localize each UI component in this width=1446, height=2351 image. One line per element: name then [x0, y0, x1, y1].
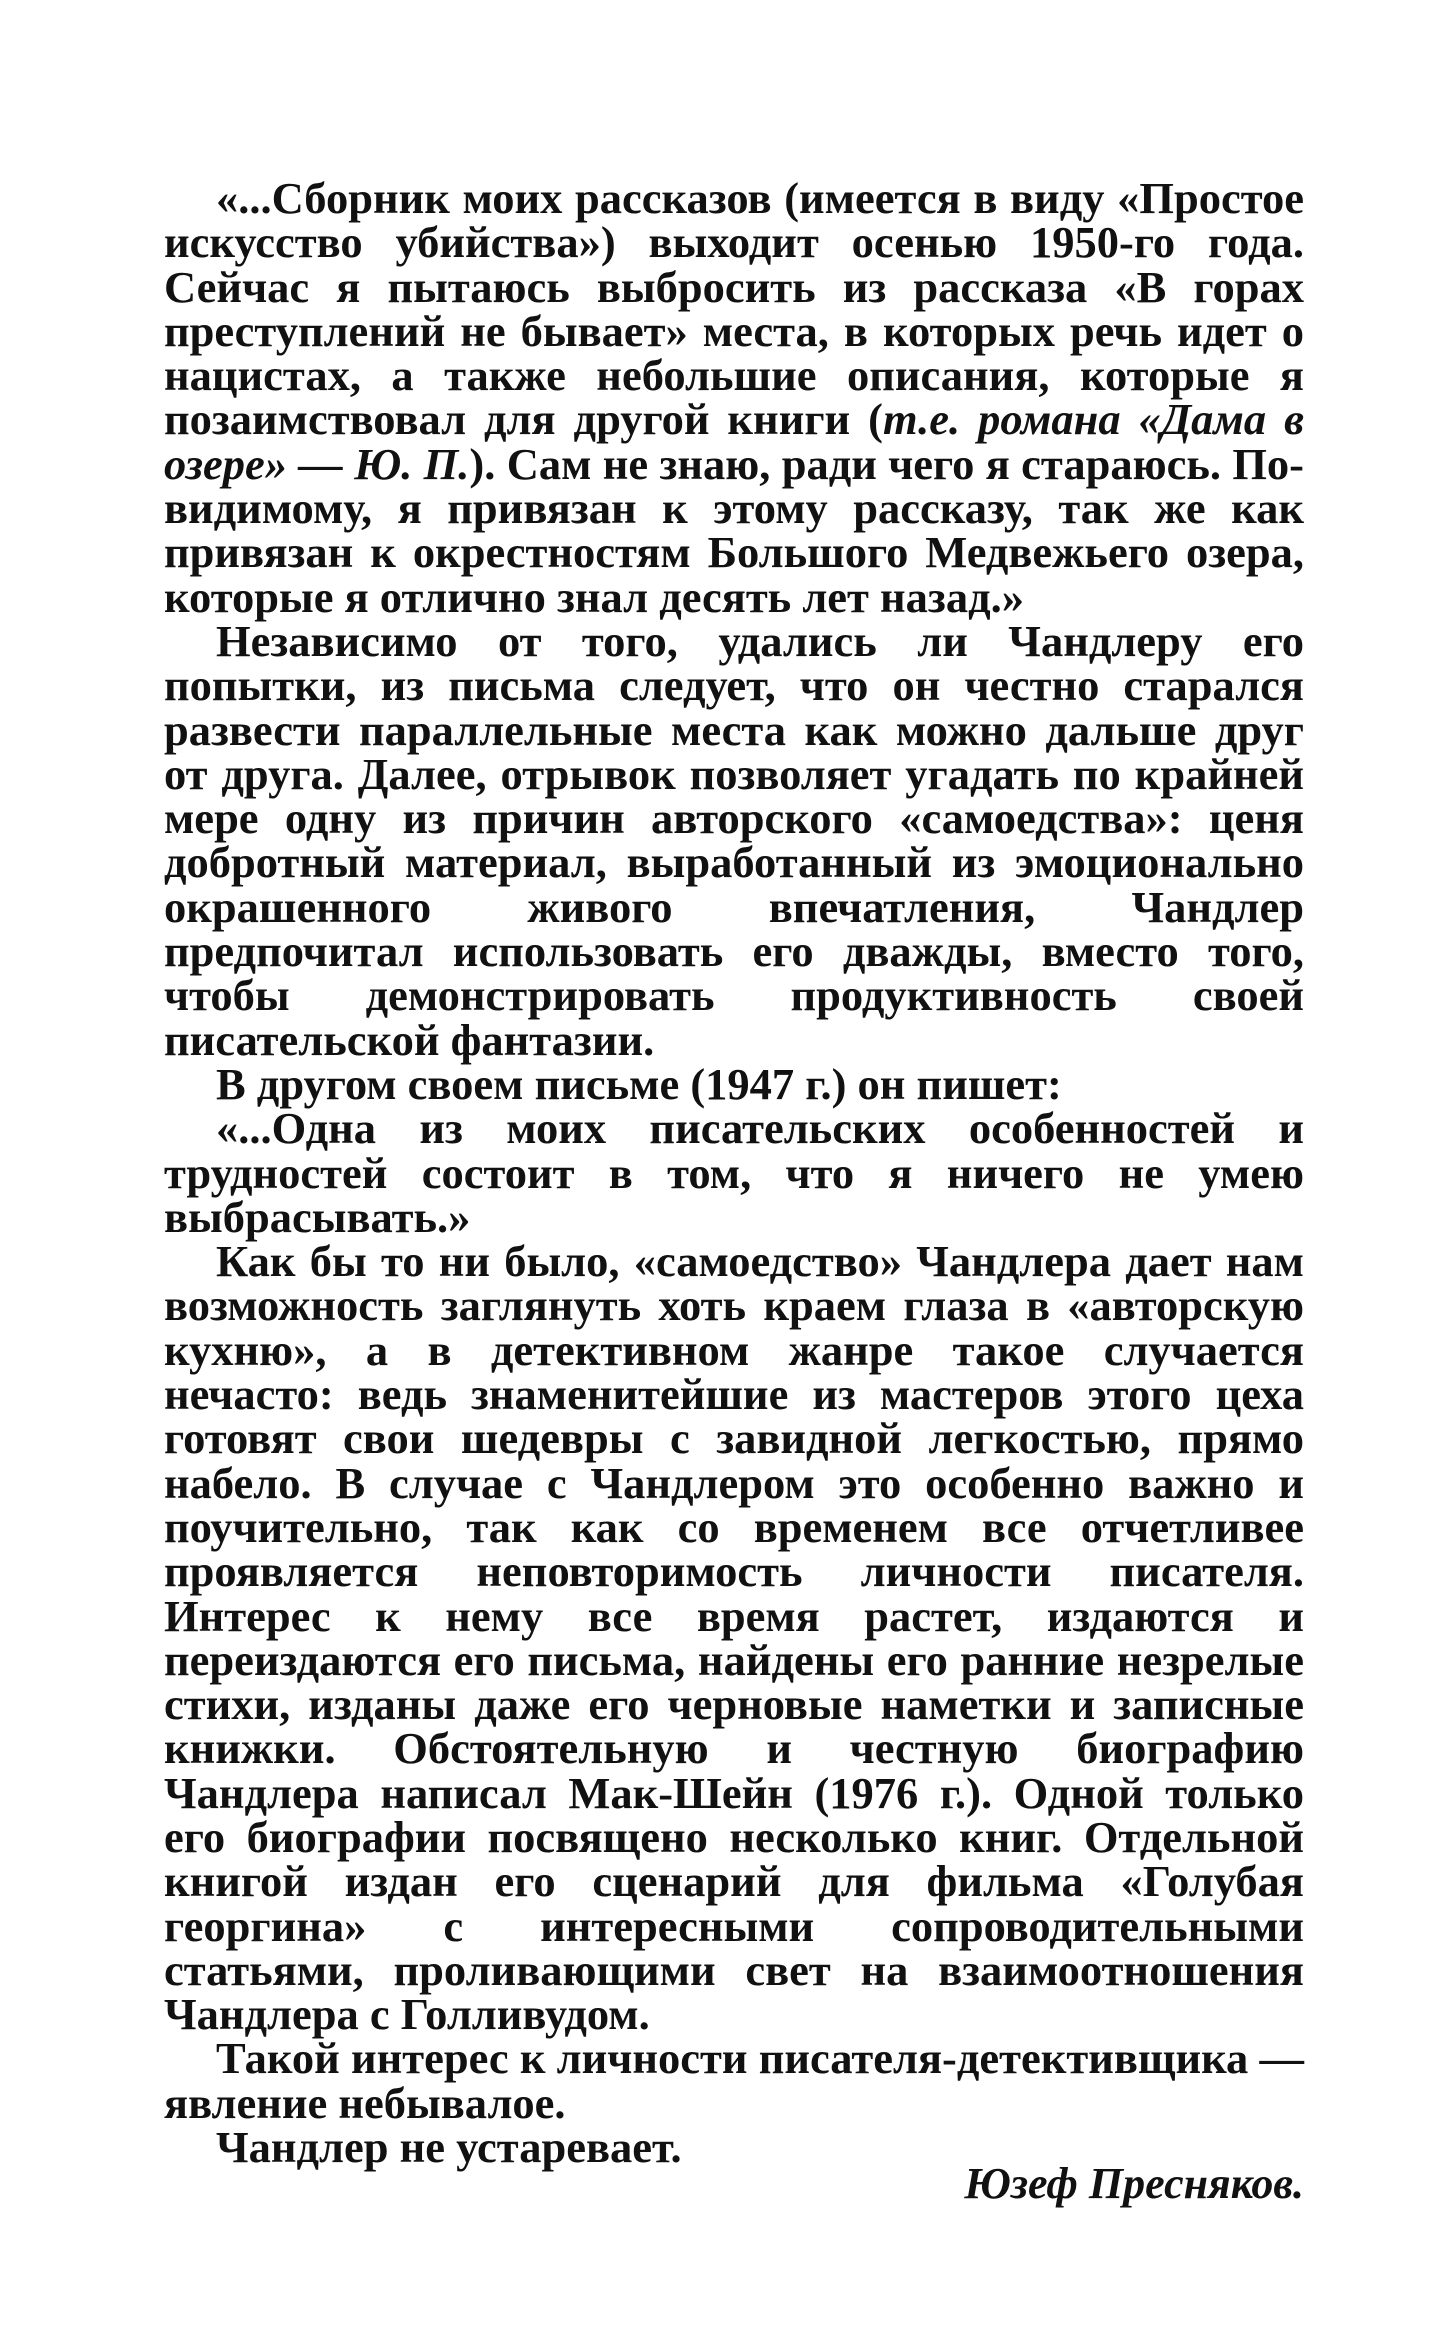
paragraph-1-text-end: ). Сам не знаю, ради чего я стараюсь. По-видимому, я привязан к этому рассказу, так же как привязан к окрестностям Большого Медвежьего озера, которые я отлично знал десять лет назад.» [164, 438, 1305, 622]
paragraph-letter-quote [164, 173, 1305, 622]
paragraph-2: Независимо от того, удались ли Чандлеру его попытки, из письма следует, что он честно старался развести параллельные места как можно дальше друг от друга. Далее, отрывок позволяет угадать по крайней мере одну из причин авторского «самоедства»: ценя добротный материал, выработанный из эмоционально окрашенного живого впечатления, Чандлер предпочитал использовать его дважды, вместо того, чтобы демонстрировать продуктивность своей писательской фантазии. [164, 615, 1304, 1065]
paragraph-4-quote: «...Одна из моих писательских особенностей и трудностей состоит в том, что я ничего не умею выбрасывать.» [164, 1103, 1304, 1242]
paragraph-6: Такой интерес к личности писателя-детективщика — явление небывалое. [164, 2033, 1304, 2128]
page-body [164, 173, 1305, 2173]
paragraph-3: В другом своем письме (1947 г.) он пишет: [216, 1058, 1062, 1109]
paragraph-1-text: «...Сборник моих рассказов (имеется в виду «Простое искусство убийства») выходит осенью 1950-го года. Сейчас я пытаюсь выбросить из рассказа «В горах преступлений не бывает» места, в которых речь идет о нацистах, а также небольшие описания, которые я позаимствовал для другой книги ( [164, 173, 1304, 445]
paragraph-7: Чандлер не устаревает. [216, 2122, 682, 2173]
author-signature: Юзеф Пресняков. [964, 2159, 1304, 2208]
paragraph-5: Как бы то ни было, «самоедство» Чандлера дает нам возможность заглянуть хоть краем глаза в «авторскую кухню», а в детективном жанре такое случается нечасто: ведь знаменитейшие из мастеров этого цеха готовят свои шедевры с завидной легкостью, прямо набело. В случае с Чандлером это особенно важно и поучительно, так как со временем все отчетливее проявляется неповторимость личности писателя. Интерес к нему все время растет, издаются и переиздаются его письма, найдены его ранние незрелые стихи, изданы даже его черновые наметки и записные книжки. Обстоятельную и честную биографию Чандлера написал Мак-Шейн (1976 г.). Одной только его биографии посвящено несколько книг. Отдельной книгой издан его сценарий для фильма «Голубая георгина» с интересными сопроводительными статьями, проливающими свет на взаимоотношения Чандлера с Голливудом. [164, 1236, 1304, 2040]
editorial-note-italic: т.е. романа «Дама в озере» — Ю. П. [164, 394, 1305, 489]
